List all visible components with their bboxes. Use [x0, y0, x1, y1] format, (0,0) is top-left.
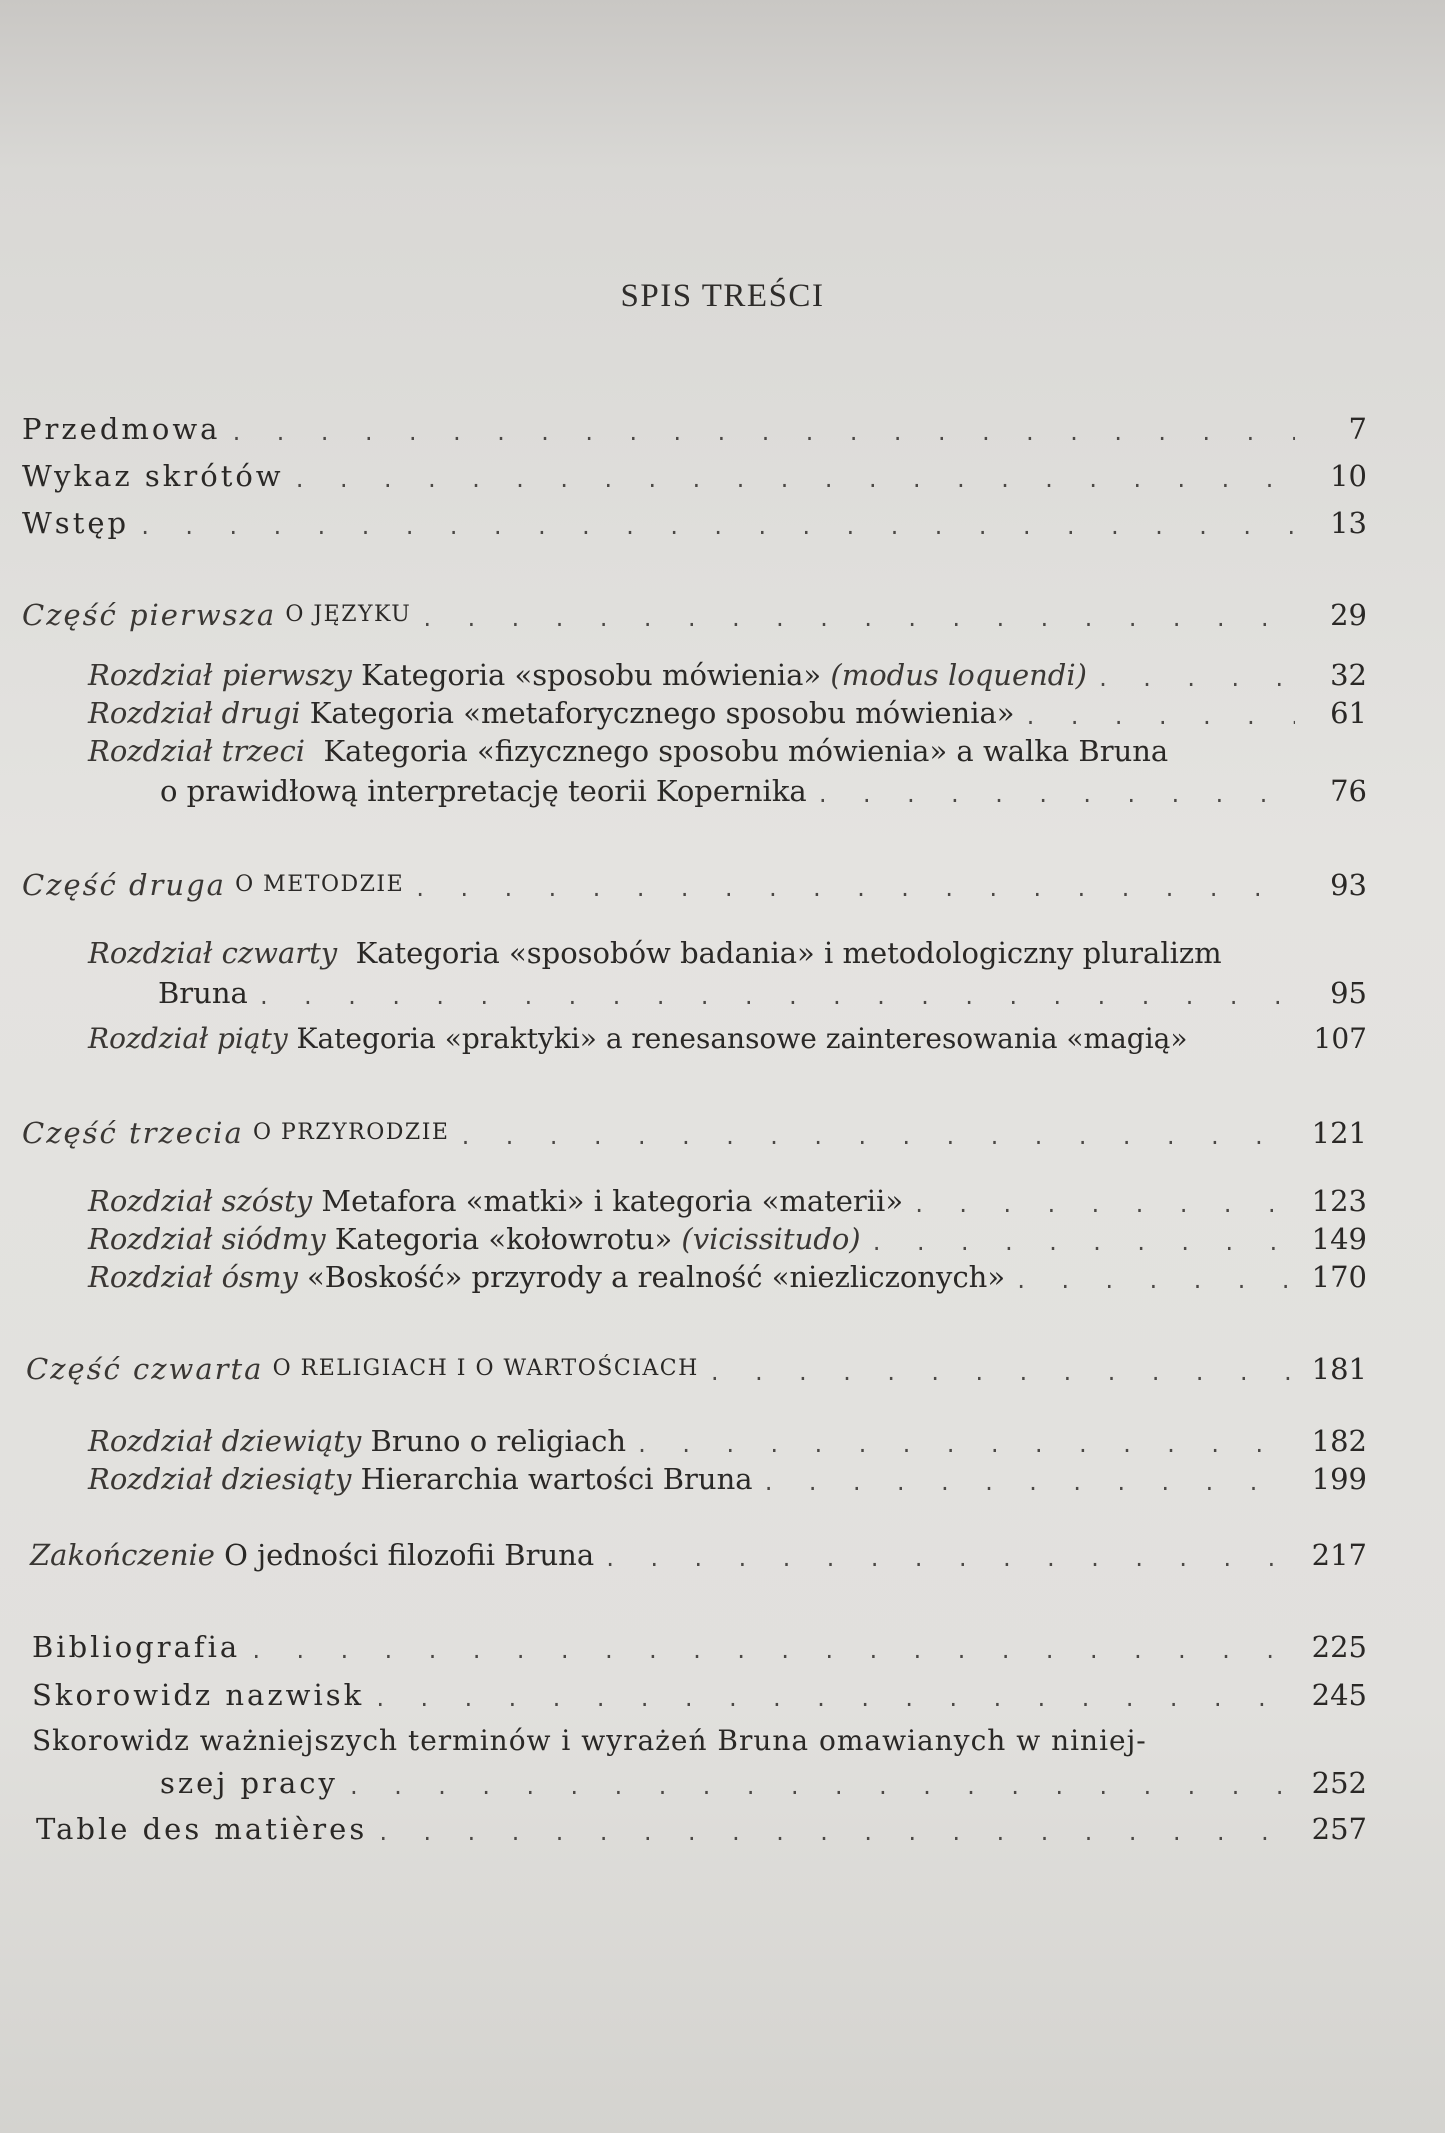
dot-leader — [1097, 664, 1295, 694]
toc-chapter — [88, 934, 1222, 972]
chapter-title: Kategoria «sposobu mówienia» — [361, 658, 822, 692]
ending-title: O jedności filozofii Bruna — [224, 1538, 595, 1572]
chapter-prefix: Rozdział trzeci — [88, 734, 306, 768]
toc-chapter — [88, 732, 1168, 770]
chapter-title-cont: Bruna — [158, 976, 248, 1010]
chapter-prefix: Rozdział piąty — [88, 1022, 288, 1055]
toc-entry-front — [22, 457, 1367, 495]
entry-label: Skorowidz ważniejszych terminów i wyrażeń Bruna omawianych w niniej- — [32, 1724, 1147, 1757]
toc-part — [22, 1114, 1367, 1152]
chapter-page: 123 — [1311, 1184, 1367, 1218]
part-prefix: Część trzecia — [22, 1116, 244, 1150]
entry-label: Skorowidz nazwisk — [32, 1678, 365, 1712]
entry-label: Table des matières — [36, 1812, 368, 1846]
chapter-title: «Boskość» przyrody a realność «niezliczonych» — [307, 1260, 1006, 1294]
chapter-title: Kategoria «sposobów badania» i metodologiczny pluralizm — [355, 936, 1222, 970]
toc-chapter — [88, 1460, 1367, 1498]
part-prefix: Część czwarta — [26, 1352, 264, 1386]
chapter-title: Bruno o religiach — [370, 1424, 627, 1458]
part-title: O METODZIE — [235, 872, 405, 897]
toc-chapter-cont — [158, 974, 1367, 1012]
entry-page: 10 — [1330, 459, 1367, 493]
dot-leader — [139, 512, 1295, 542]
dot-leader — [763, 1468, 1295, 1498]
entry-page: 7 — [1348, 412, 1367, 446]
chapter-title: Metafora «matki» i kategoria «materii» — [321, 1184, 904, 1218]
dot-leader — [250, 1636, 1295, 1666]
ending-prefix: Zakończenie — [30, 1538, 215, 1572]
dot-leader — [636, 1430, 1295, 1460]
chapter-page: 76 — [1330, 774, 1367, 808]
chapter-page: 170 — [1311, 1260, 1367, 1294]
toc-chapter — [88, 1258, 1367, 1296]
toc-chapter — [88, 656, 1367, 694]
part-title: O PRZYRODZIE — [252, 1120, 450, 1145]
chapter-page: 95 — [1330, 976, 1367, 1010]
toc-entry-back — [32, 1676, 1367, 1714]
toc-entry-back — [36, 1810, 1367, 1848]
dot-leader — [817, 780, 1295, 810]
dot-leader — [459, 1122, 1295, 1152]
chapter-prefix: Rozdział szósty — [88, 1184, 313, 1218]
chapter-prefix: Rozdział czwarty — [88, 936, 338, 970]
entry-page: 252 — [1311, 1766, 1367, 1800]
part-prefix: Część pierwsza — [22, 598, 277, 632]
toc-entry-front — [22, 504, 1367, 542]
chapter-prefix: Rozdział ósmy — [88, 1260, 298, 1294]
toc-ending — [30, 1536, 1367, 1574]
toc-chapter-cont — [160, 772, 1367, 810]
chapter-page: 182 — [1311, 1424, 1367, 1458]
entry-label: Przedmowa — [22, 412, 221, 446]
chapter-title: Kategoria «metaforycznego sposobu mówienia» — [309, 696, 1015, 730]
entry-label-cont: szej pracy — [160, 1766, 338, 1800]
dot-leader — [348, 1772, 1295, 1802]
chapter-prefix: Rozdział siódmy — [88, 1222, 326, 1256]
chapter-title-cont: o prawidłową interpretację teorii Kopernika — [160, 774, 807, 808]
chapter-page: 61 — [1330, 696, 1367, 730]
dot-leader — [604, 1544, 1295, 1574]
chapter-page: 107 — [1313, 1022, 1367, 1055]
part-prefix: Część druga — [22, 868, 226, 902]
chapter-page: 199 — [1311, 1462, 1367, 1496]
chapter-page: 149 — [1311, 1222, 1367, 1256]
entry-page: 245 — [1311, 1678, 1367, 1712]
entry-page: 225 — [1311, 1630, 1367, 1664]
chapter-extra: (modus loquendi) — [830, 658, 1087, 692]
chapter-prefix: Rozdział pierwszy — [88, 658, 352, 692]
toc-part — [22, 866, 1367, 904]
toc-heading: SPIS TREŚCI — [620, 278, 825, 314]
entry-page: 13 — [1330, 506, 1367, 540]
part-page: 93 — [1330, 868, 1367, 902]
ending-page: 217 — [1311, 1538, 1367, 1572]
entry-label: Bibliografia — [32, 1630, 241, 1664]
dot-leader — [709, 1358, 1295, 1388]
dot-leader — [414, 874, 1295, 904]
toc-chapter — [88, 1220, 1367, 1258]
dot-leader — [1025, 702, 1295, 732]
dot-leader — [258, 982, 1295, 1012]
toc-part — [26, 1350, 1367, 1388]
toc-entry-back-cont — [160, 1764, 1367, 1802]
entry-label: Wstęp — [22, 506, 130, 540]
part-page: 181 — [1311, 1352, 1367, 1386]
dot-leader — [1015, 1266, 1295, 1296]
dot-leader — [230, 418, 1295, 448]
chapter-page: 32 — [1330, 658, 1367, 692]
dot-leader — [294, 465, 1295, 495]
toc-chapter — [88, 1020, 1367, 1058]
chapter-extra: (vicissitudo) — [681, 1222, 861, 1256]
part-page: 121 — [1311, 1116, 1367, 1150]
chapter-prefix: Rozdział drugi — [88, 696, 301, 730]
chapter-title: Kategoria «praktyki» a renesansowe zainteresowania «magią» — [296, 1022, 1188, 1055]
toc-entry-back — [32, 1628, 1367, 1666]
toc-part — [22, 596, 1367, 634]
entry-label: Wykaz skrótów — [22, 459, 284, 493]
dot-leader — [374, 1684, 1295, 1714]
dot-leader — [421, 604, 1295, 634]
chapter-prefix: Rozdział dziesiąty — [88, 1462, 352, 1496]
toc-chapter — [88, 1182, 1367, 1220]
chapter-title: Kategoria «kołowrotu» — [334, 1222, 673, 1256]
toc-entry-back — [32, 1722, 1147, 1760]
chapter-title: Kategoria «fizycznego sposobu mówienia» a walka Bruna — [323, 734, 1169, 768]
toc-chapter — [88, 1422, 1367, 1460]
part-title: O RELIGIACH I O WARTOŚCIACH — [272, 1356, 699, 1381]
entry-page: 257 — [1311, 1812, 1367, 1846]
dot-leader — [871, 1228, 1295, 1258]
chapter-prefix: Rozdział dziewiąty — [88, 1424, 362, 1458]
part-page: 29 — [1330, 598, 1367, 632]
chapter-title: Hierarchia wartości Bruna — [360, 1462, 753, 1496]
toc-chapter — [88, 694, 1367, 732]
toc-entry-front — [22, 410, 1367, 448]
part-title: O JĘZYKU — [285, 602, 412, 627]
dot-leader — [913, 1190, 1295, 1220]
dot-leader — [377, 1818, 1295, 1848]
